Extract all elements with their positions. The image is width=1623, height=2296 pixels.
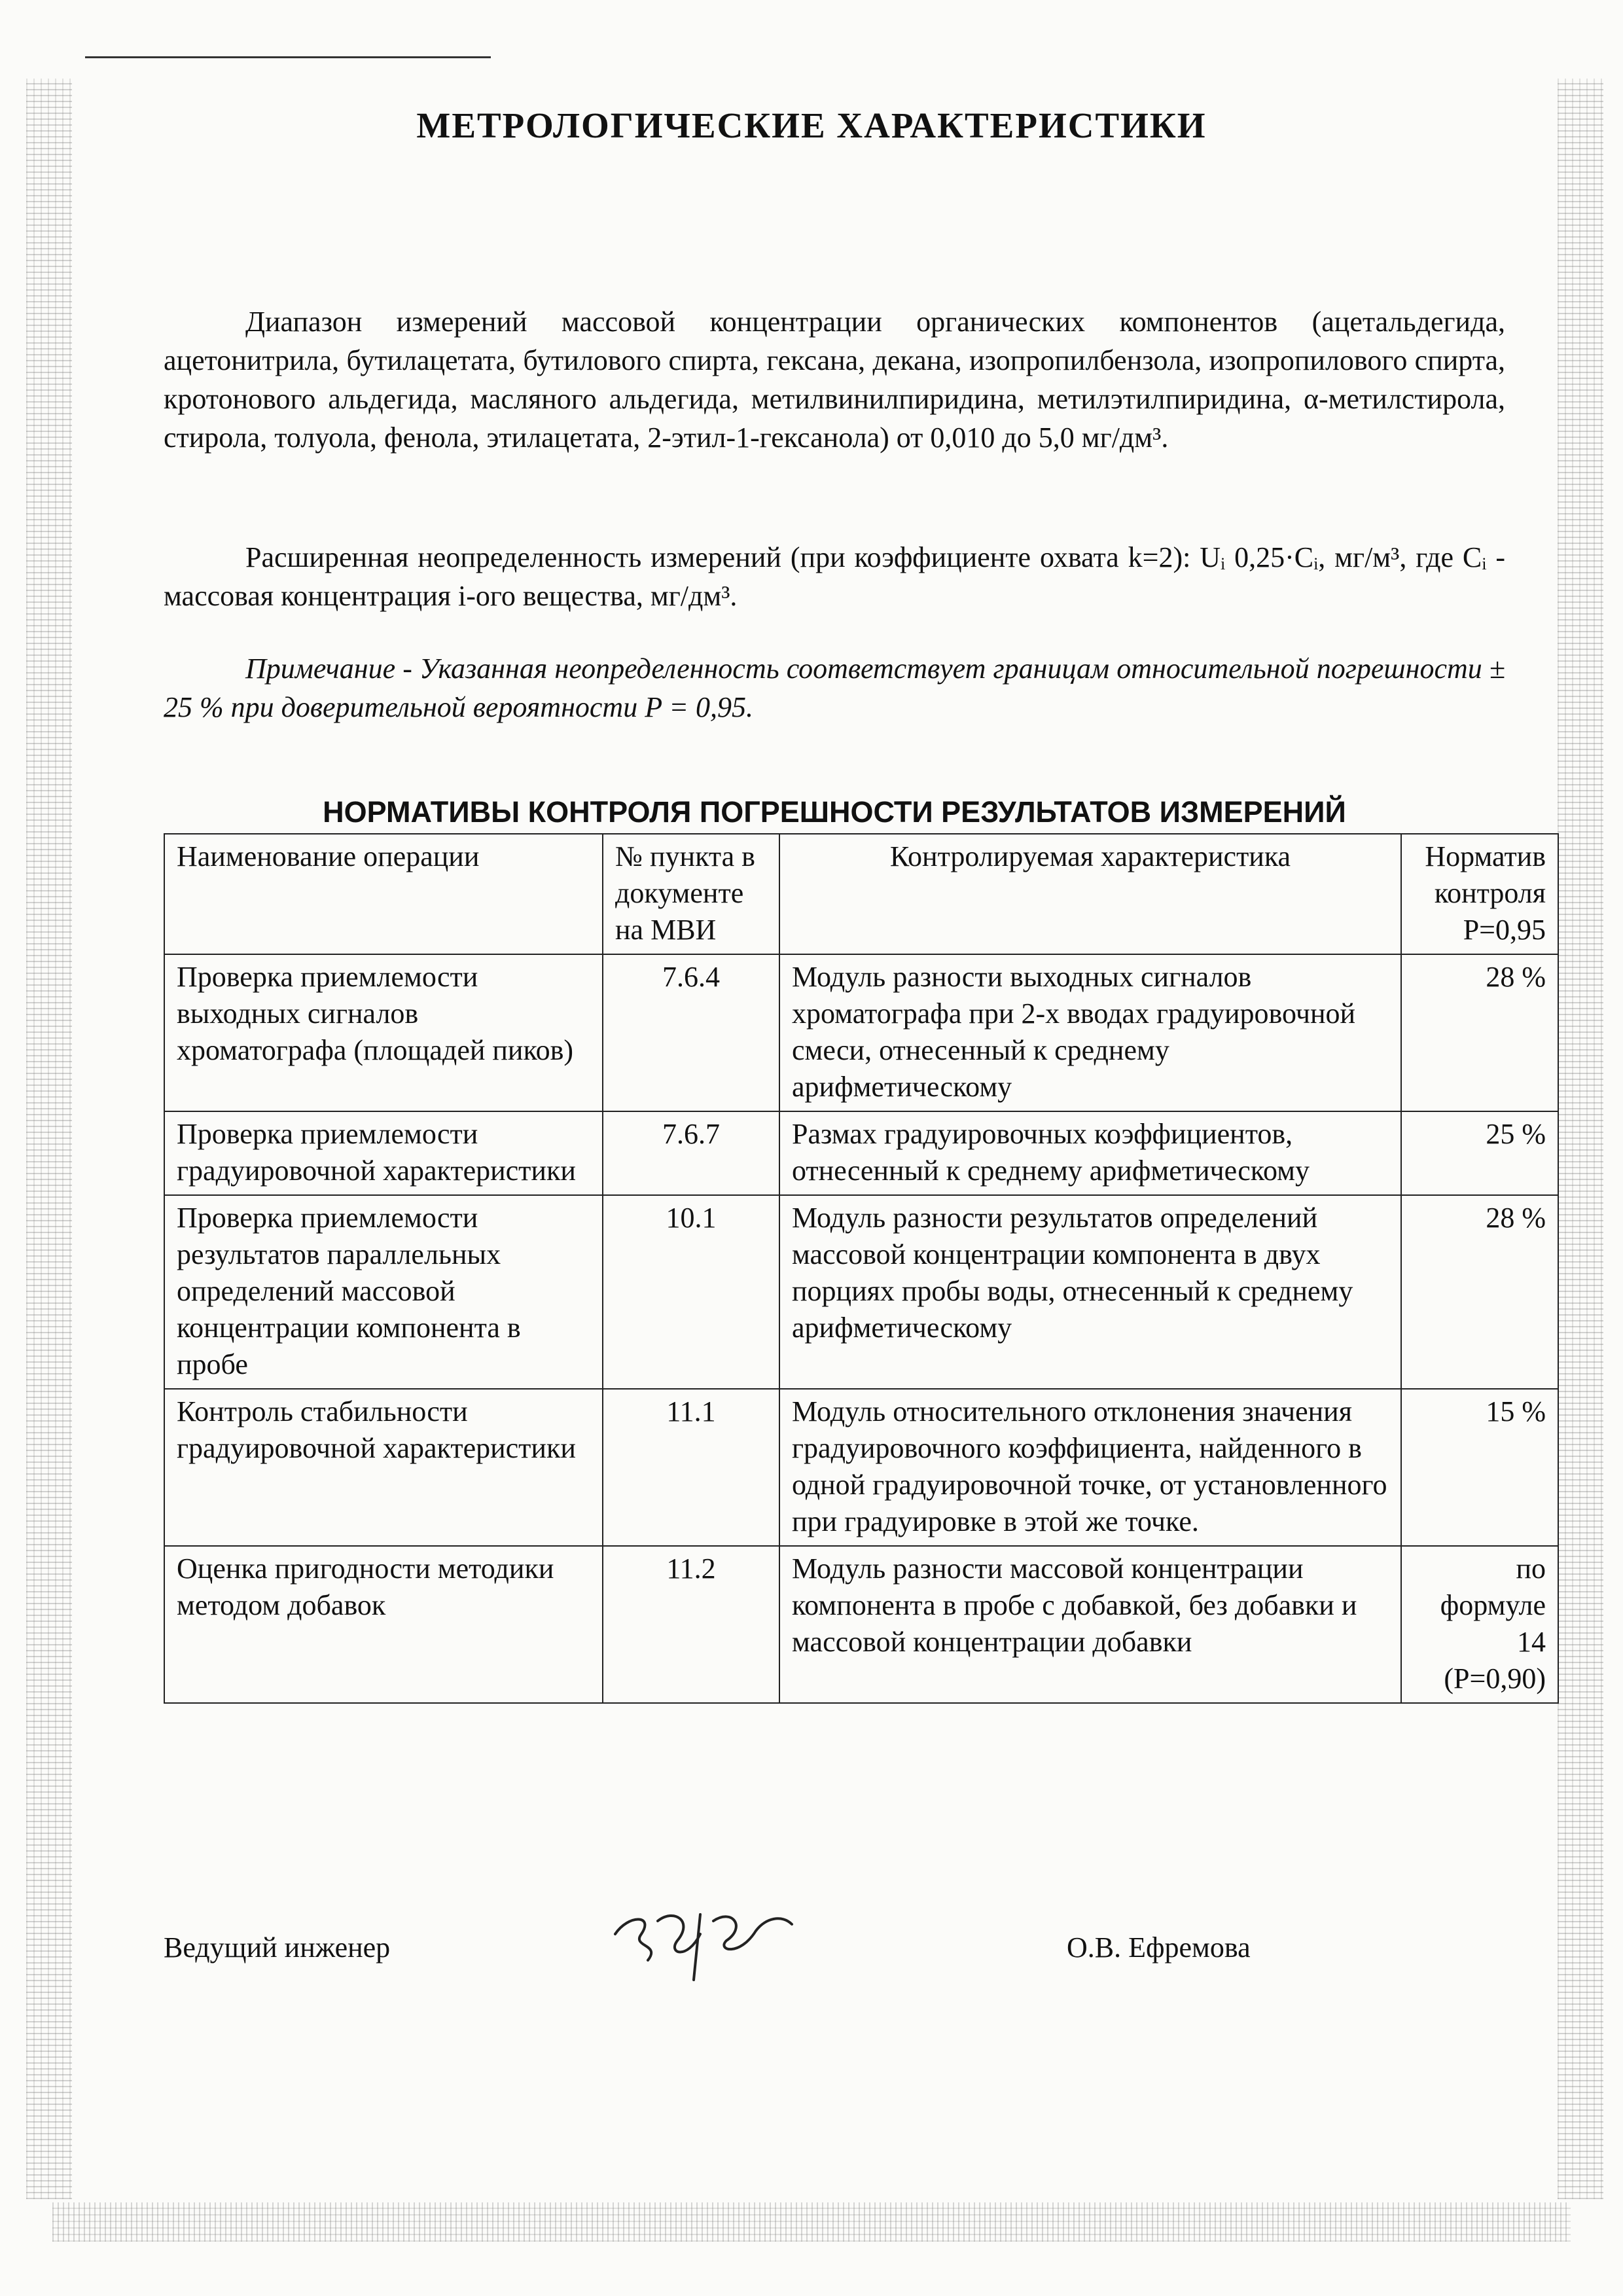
cell-norm: 25 % — [1401, 1111, 1558, 1195]
handwritten-signature — [602, 1895, 805, 1993]
cell-clause: 11.2 — [603, 1546, 779, 1703]
uncertainty-paragraph: Расширенная неопределенность измерений (при коэффициенте охвата k=2): Uᵢ 0,25·Cᵢ, мг/м³, где Cᵢ - массовая концентрация i-ого вещества, мг/дм³. — [164, 541, 1505, 612]
table-row — [164, 1389, 1558, 1546]
cell-characteristic: Модуль разности выходных сигналов хроматографа при 2-х вводах градуировочной смеси, отнесенный к среднему арифметическому — [779, 954, 1401, 1111]
cell-clause: 7.6.4 — [603, 954, 779, 1111]
table-row — [164, 1111, 1558, 1195]
cell-norm: по формуле 14 (P=0,90) — [1401, 1546, 1558, 1703]
scan-edge-left — [26, 79, 72, 2199]
header-characteristic: Контролируемая характеристика — [779, 834, 1401, 954]
table-title: НОРМАТИВЫ КОНТРОЛЯ ПОГРЕШНОСТИ РЕЗУЛЬТАТОВ ИЗМЕРЕНИЙ — [323, 795, 1346, 829]
header-clause: № пункта в документе на МВИ — [603, 834, 779, 954]
cell-operation: Проверка приемлемости выходных сигналов хроматографа (площадей пиков) — [164, 954, 603, 1111]
table-row — [164, 1195, 1558, 1389]
control-norms-table — [164, 833, 1559, 1704]
cell-clause: 10.1 — [603, 1195, 779, 1389]
cell-operation: Проверка приемлемости градуировочной характеристики — [164, 1111, 603, 1195]
range-paragraph: Диапазон измерений массовой концентрации органических компонентов (ацетальдегида, ацетонитрила, бутилацетата, бутилового спирта, гексана, декана, изопропилбензола, изопропилового спирта, кротонового альдегида, масляного альдегида, метилвинилпиридина, метилэтилпиридина, α-метилстирола, стирола, толуола, фенола, этилацетата, 2-этил-1-гексанола) от 0,010 до 5,0 мг/дм³. — [164, 306, 1505, 454]
cell-clause: 7.6.7 — [603, 1111, 779, 1195]
table-row — [164, 1546, 1558, 1703]
signatory-name: О.В. Ефремова — [1067, 1931, 1251, 1964]
cell-characteristic: Модуль разности результатов определений массовой концентрации компонента в двух порциях пробы воды, отнесенный к среднему арифметическому — [779, 1195, 1401, 1389]
cell-operation: Оценка пригодности методики методом добавок — [164, 1546, 603, 1703]
header-operation: Наименование операции — [164, 834, 603, 954]
cell-clause: 11.1 — [603, 1389, 779, 1546]
note-paragraph: Примечание - Указанная неопределенность соответствует границам относительной погрешности ± 25 % при доверительной вероятности P = 0,95. — [164, 653, 1505, 723]
cell-characteristic: Модуль относительного отклонения значения градуировочного коэффициента, найденного в одной градуировочной точке, от установленного при градуировке в этой же точке. — [779, 1389, 1401, 1546]
scan-edge-right — [1558, 79, 1603, 2199]
top-rule — [85, 56, 491, 58]
signatory-role: Ведущий инженер — [164, 1931, 391, 1964]
cell-characteristic: Размах градуировочных коэффициентов, отнесенный к среднему арифметическому — [779, 1111, 1401, 1195]
cell-norm: 28 % — [1401, 954, 1558, 1111]
cell-norm: 15 % — [1401, 1389, 1558, 1546]
table-row — [164, 954, 1558, 1111]
scan-edge-bottom — [52, 2202, 1571, 2242]
cell-norm: 28 % — [1401, 1195, 1558, 1389]
cell-operation: Контроль стабильности градуировочной характеристики — [164, 1389, 603, 1546]
cell-characteristic: Модуль разности массовой концентрации компонента в пробе с добавкой, без добавки и массовой концентрации добавки — [779, 1546, 1401, 1703]
page-title: МЕТРОЛОГИЧЕСКИЕ ХАРАКТЕРИСТИКИ — [416, 105, 1207, 145]
table-header-row — [164, 834, 1558, 954]
cell-operation: Проверка приемлемости результатов параллельных определений массовой концентрации компонента в пробе — [164, 1195, 603, 1389]
header-norm: Норматив контроля P=0,95 — [1401, 834, 1558, 954]
